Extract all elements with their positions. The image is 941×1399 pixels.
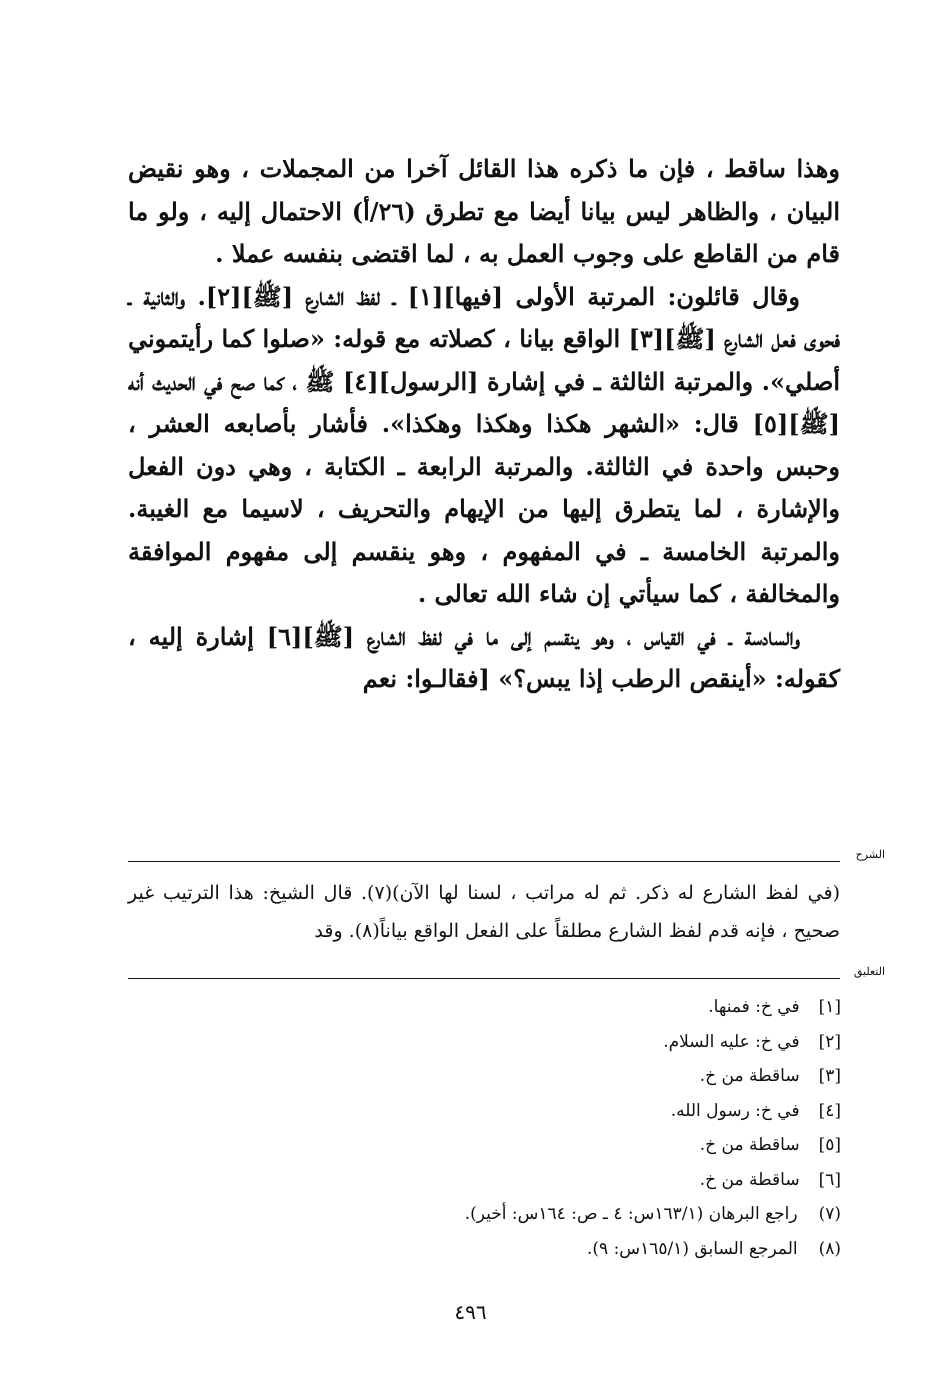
footnote-number: [٣] — [818, 1066, 841, 1086]
paragraph: وهذا ساقط ، فإن ما ذكره هذا القائل آخرا من المجملات ، وهو نقيض البيان ، والظاهر ليس بيانا أيضا مع تطرق (٢٦/أ) الاحتمال إليه ، ولو ما قام من القاطع على وجوب العمل به ، لما اقتضى بنفسه عملا . — [128, 154, 840, 268]
footnote — [121, 1025, 841, 1060]
footnote-text: في خ: عليه السلام. — [663, 1031, 800, 1052]
footnote-number: [٥] — [818, 1135, 841, 1155]
footnote-number: [٢] — [818, 1031, 841, 1052]
sharh-label: الشرح — [855, 848, 885, 861]
footnote-text: راجع البرهان (١٦٣/١س: ٤ ـ ص: ١٦٤س: أخير). — [464, 1204, 798, 1224]
footnote — [121, 1128, 841, 1163]
footnote-text: المرجع السابق (١٦٥/١س: ٩). — [586, 1238, 798, 1259]
footnote-number: (٧) — [818, 1204, 841, 1224]
sharh-paragraph: (في لفظ الشارع له ذكر. ثم له مراتب ، لسنا لها الآن)(٧). قال الشيخ: هذا الترتيب غير صحيح ، فإنه قدم لفظ الشارع مطلقاً على الفعل الواقع بياناً(٨). وقد — [128, 882, 840, 942]
footnote-text: في خ: رسول الله. — [670, 1100, 800, 1121]
paragraph: والسادسة ـ في القياس ، وهو ينقسم إلى ما في لفظ الشارع [ﷺ][٦] إشارة إليه ، كقوله: «أينقص الرطب إذا يبس؟» [فقالـوا: نعم — [128, 621, 840, 693]
footnote — [121, 1059, 841, 1094]
footnote-number: (٨) — [818, 1238, 841, 1259]
footnotes — [121, 990, 841, 1266]
footnote — [121, 1094, 841, 1129]
taliq-divider — [128, 978, 840, 979]
footnote — [121, 1163, 841, 1198]
page-number: ٤٩٦ — [454, 1300, 487, 1324]
footnote-number: [٦] — [818, 1169, 841, 1190]
footnote-number: [٤] — [818, 1100, 841, 1121]
main-text — [128, 148, 840, 701]
sharh-text — [128, 874, 840, 950]
footnote-text: في خ: فمنها. — [708, 997, 800, 1017]
footnote — [121, 990, 841, 1025]
footnote — [121, 1197, 841, 1232]
footnote-text: ساقطة من خ. — [699, 1169, 800, 1190]
footnote-text: ساقطة من خ. — [699, 1066, 800, 1086]
footnote-text: ساقطة من خ. — [699, 1135, 800, 1155]
footnote — [121, 1232, 841, 1267]
paragraph: وقال قائلون: المرتبة الأولى [فيها][١] ـ لفظ الشارع [ﷺ][٢]. والثانية ـ فحوى فعل الشارع [ﷺ][٣] الواقع بيانا ، كصلاته مع قوله: «صلوا كما رأيتموني أصلي». والمرتبة الثالثة ـ في إشارة [الرسول][٤] ﷺ ، كما صح في الحديث أنه [ﷺ][٥] قال: «الشهر هكذا وهكذا وهكذا». فأشار بأصابعه العشر ، وحبس واحدة في الثالثة. والمرتبة الرابعة ـ الكتابة ، وهي دون الفعل والإشارة ، لما يتطرق إليها من الإيهام والتحريف ، لاسيما مع الغيبة. والمرتبة الخامسة ـ في المفهوم ، وهو ينقسم إلى مفهوم الموافقة والمخالفة ، كما سيأتي إن شاء الله تعالى . — [128, 281, 840, 608]
footnote-number: [١] — [818, 997, 841, 1017]
sharh-divider — [128, 861, 840, 862]
taliq-label: التعليق — [853, 965, 885, 978]
